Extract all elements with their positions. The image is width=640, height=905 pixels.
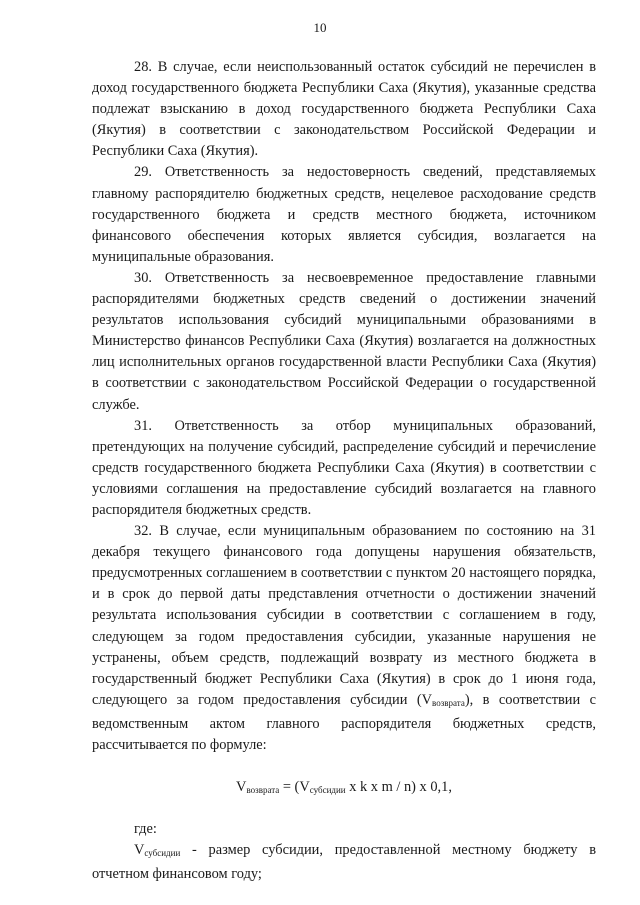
- formula-sub-left: возврата: [246, 785, 280, 796]
- definition-sub: субсидии: [144, 848, 181, 859]
- document-body: [92, 57, 596, 885]
- paragraph-28: 28. В случае, если неиспользованный остаток субсидий не перечислен в доход государственного бюджета Республики Саха (Якутия), указанные средства подлежат взысканию в доход государственного бюджета Республики Саха (Якутия) в соответствии с законодательством Российской Федерации и Республики Саха (Якутия).: [92, 59, 596, 160]
- formula-v-left: V: [236, 779, 247, 796]
- where-label: где:: [134, 821, 157, 838]
- formula-sub-right: субсидии: [309, 785, 346, 796]
- refund-formula: [92, 777, 596, 801]
- page-number: 10: [313, 20, 327, 35]
- paragraph-29: 29. Ответственность за недостоверность сведений, представляемых главному распорядителю бюджетных средств, нецелевое расходование средств государственного бюджета и средств местного бюджета, источником финансового обеспечения которых является субсидия, возлагается на муниципальные образования.: [92, 164, 596, 265]
- paragraph-32-text-a: 32. В случае, если муниципальным образованием по состоянию на 31 декабря текущего финансового года допущены нарушения обязательств, предусмотренных соглашением в соответствии с пунктом 20 настоящего порядка, и в срок до первой даты представления отчетности о достижении значений результата использования субсидии в соответствии с соглашением в году, следующем за годом предоставления субсидии, указанные нарушения не устранены, объем средств, подлежащий возврату из местного бюджета в государственный бюджет Республики Саха (Якутия) в срок до 1 июня года, следующего за годом предоставления субсидии (V: [92, 523, 596, 708]
- paragraph-32: [92, 521, 596, 756]
- definition-v: V: [134, 842, 145, 859]
- paragraph-32-subscript: возврата: [432, 697, 465, 708]
- definition-v-subsidy: [92, 840, 596, 885]
- formula-rest: x k x m / n) x 0,1,: [345, 779, 452, 796]
- paragraph-30: 30. Ответственность за несвоевременное предоставление главными распорядителями бюджетных средств сведений о достижении значений результатов использования субсидий муниципальными образованиями в Министерство финансов Республики Саха (Якутия) возлагается на должностных лиц исполнительных органов государственной власти Республики Саха (Якутия) в соответствии с законодательством Российской Федерации о государственной службе.: [92, 269, 596, 413]
- paragraph-32-text-b: ), в соответствии с ведомственным актом главного распорядителя бюджетных средств, рассчитывается по формуле:: [92, 691, 596, 753]
- definition-text: - размер субсидии, предоставленной местному бюджету в отчетном финансовом году;: [92, 842, 596, 883]
- paragraph-31: 31. Ответственность за отбор муниципальных образований, претендующих на получение субсидий, распределение субсидий и перечисление средств государственного бюджета Республики Саха (Якутия) в соответствии с условиями соглашения на предоставление субсидий возлагается на главного распорядителя бюджетных средств.: [92, 417, 596, 518]
- formula-middle: = (V: [279, 779, 310, 796]
